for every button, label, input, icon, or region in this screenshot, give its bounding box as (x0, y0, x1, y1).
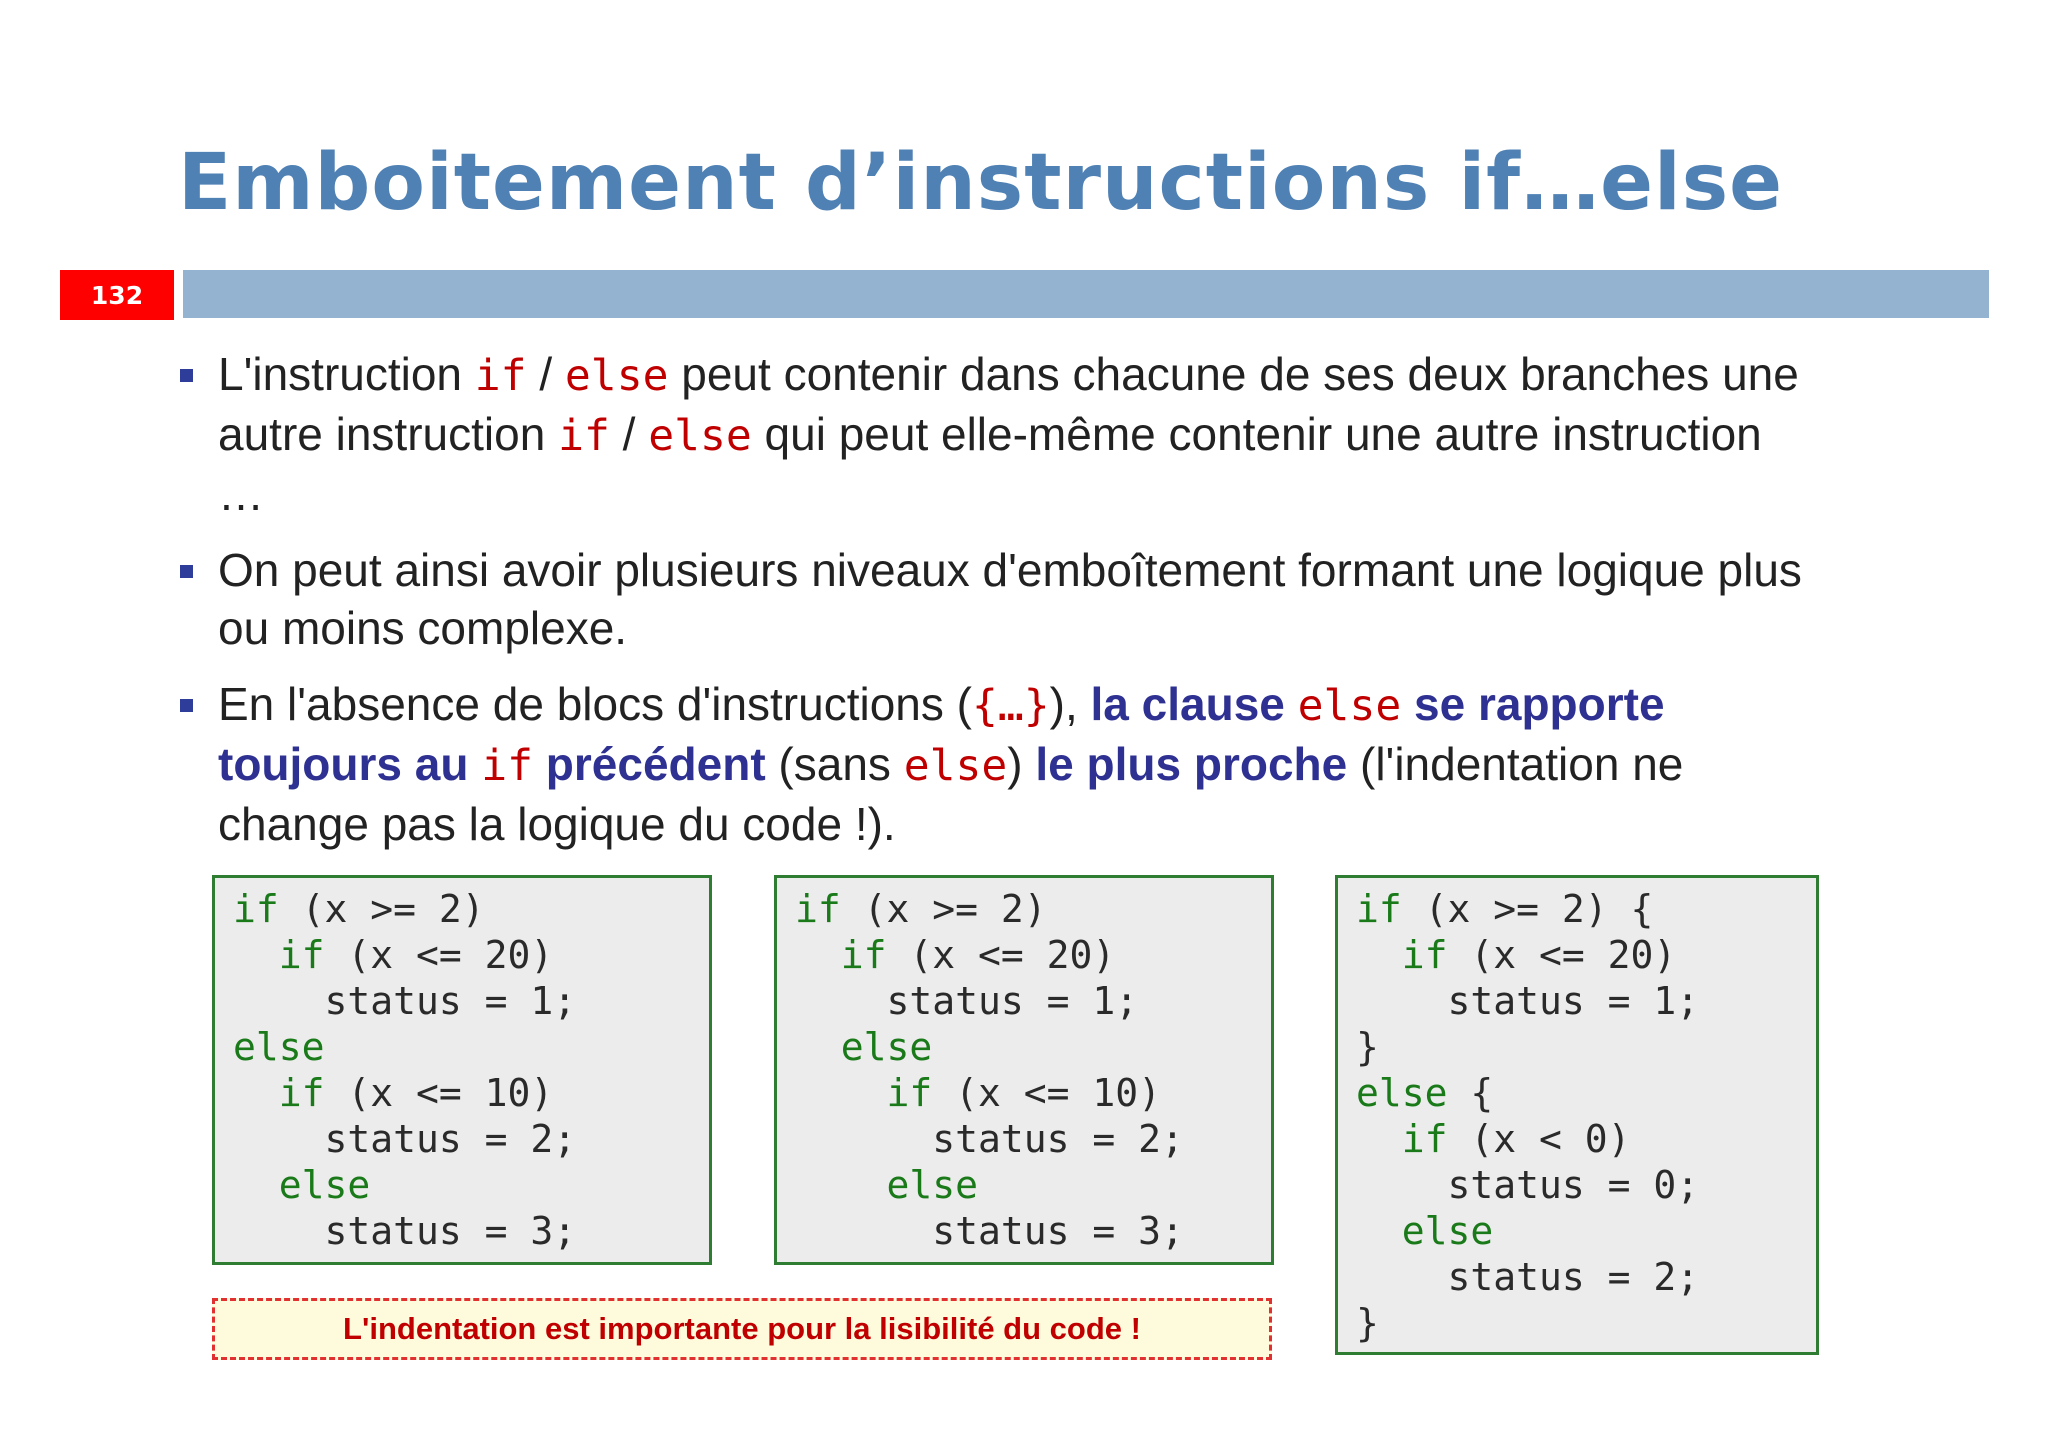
keyword-braces: {…} (971, 681, 1050, 731)
page-number-badge: 132 (60, 270, 174, 320)
code-line: status = 1; (233, 979, 577, 1023)
bullet-item-1 (178, 345, 1818, 523)
code-line: status = 3; (795, 1209, 1184, 1253)
code-line: if (x >= 2) (795, 887, 1047, 931)
emphasis-text: la clause (1090, 678, 1298, 730)
code-line: status = 3; (233, 1209, 577, 1253)
bullet-text: / (609, 408, 649, 460)
keyword-else: else (564, 351, 669, 401)
bullet-marker-icon (180, 369, 193, 382)
keyword-if: if (474, 351, 527, 401)
keyword-else: else (903, 741, 1008, 791)
code-line: status = 2; (795, 1117, 1184, 1161)
code-line: else { (1356, 1071, 1494, 1115)
keyword-if: if (558, 411, 610, 461)
code-line: if (x <= 20) (278, 933, 554, 977)
code-line: status = 1; (795, 979, 1139, 1023)
code-line: status = 2; (1356, 1255, 1700, 1299)
bullet-text: qui peut elle-même contenir une autre instruction … (218, 408, 1762, 520)
bullet-marker-icon (180, 699, 193, 712)
code-line: if (x <= 20) (840, 933, 1116, 977)
emphasis-text: se rapporte toujours au (218, 678, 1665, 790)
bullet-item-3 (178, 675, 1818, 853)
bullet-text: L'instruction (218, 348, 475, 400)
code-line: else (278, 1163, 371, 1207)
code-line: else (886, 1163, 979, 1207)
code-line: if (x <= 10) (278, 1071, 554, 1115)
bullet-text: (l'indentation ne change pas la logique du code !). (218, 738, 1684, 850)
code-line: else (840, 1025, 933, 1069)
bullet-list (178, 345, 1818, 871)
code-listing (777, 878, 1271, 1254)
slide-title: Emboitement d’instructions if…else (178, 138, 1784, 228)
code-block-2 (774, 875, 1274, 1265)
keyword-if: if (481, 741, 534, 791)
code-line: status = 1; (1356, 979, 1700, 1023)
code-line: if (x < 0) (1401, 1117, 1631, 1161)
bullet-text: On peut ainsi avoir plusieurs niveaux d'emboîtement formant une logique plus ou moins complexe. (218, 544, 1802, 654)
bullet-text: / (526, 348, 565, 400)
code-line: status = 0; (1356, 1163, 1700, 1207)
code-line: else (1401, 1209, 1494, 1253)
code-block-3 (1335, 875, 1819, 1355)
bullet-marker-icon (180, 565, 193, 578)
keyword-else: else (1297, 681, 1402, 731)
title-underline-bar (183, 270, 1989, 318)
code-line: } (1356, 1301, 1379, 1345)
emphasis-text: précédent (533, 738, 766, 790)
bullet-item-2 (178, 541, 1818, 657)
code-block-1 (212, 875, 712, 1265)
code-line: } (1356, 1025, 1379, 1069)
keyword-else: else (648, 411, 752, 461)
bullet-text: ), (1049, 678, 1091, 730)
bullet-text: En l'absence de blocs d'instructions ( (218, 678, 972, 730)
code-line: status = 2; (233, 1117, 577, 1161)
code-line: if (x >= 2) { (1356, 887, 1654, 931)
code-line: else (233, 1025, 325, 1069)
code-line: if (x <= 10) (886, 1071, 1162, 1115)
bullet-text: peut contenir dans chacune de ses deux branches une autre instruction (218, 348, 1799, 460)
code-line: if (x >= 2) (233, 887, 485, 931)
bullet-text: ) (1007, 738, 1036, 790)
code-listing (1338, 878, 1816, 1346)
bullet-text: (sans (765, 738, 904, 790)
code-listing (215, 878, 709, 1254)
indentation-note: L'indentation est importante pour la lisibilité du code ! (212, 1298, 1272, 1360)
emphasis-text: le plus proche (1035, 738, 1348, 790)
code-line: if (x <= 20) (1401, 933, 1677, 977)
